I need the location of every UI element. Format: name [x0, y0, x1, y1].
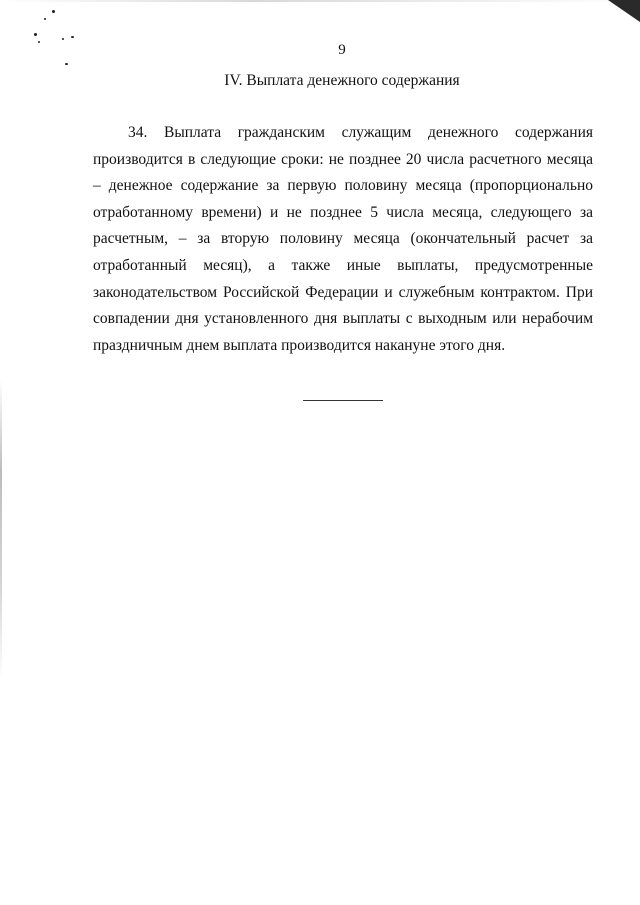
- scan-left-edge-artifact: [0, 380, 2, 680]
- paragraph: 34. Выплата гражданским служащим денежного содержания производится в следующие сроки: не позднее 20 числа расчетного месяца – денежное содержание за первую половину месяца (пропорционально отработанному времени) и не позднее 5 числа месяца, следующего за расчетным, – за вторую половину месяца (окончательный расчет за отработанный месяц), а также иные выплаты, предусмотренные законодательством Российской Федерации и служебным контрактом. При совпадении дня установленного дня выплаты с выходным или нерабочим праздничным днем выплата производится накануне этого дня.: [93, 124, 593, 354]
- scan-speck: [52, 10, 55, 13]
- scan-edge-artifact: [0, 0, 640, 2]
- scan-speck: [65, 63, 68, 65]
- scan-speck: [34, 33, 37, 36]
- section-separator-line: [303, 400, 383, 401]
- section-heading: IV. Выплата денежного содержания: [224, 72, 460, 89]
- scan-speck: [62, 38, 64, 40]
- body-text: [93, 120, 593, 359]
- page-number: 9: [338, 42, 346, 58]
- scan-speck: [71, 36, 74, 38]
- scan-corner-artifact: [608, 0, 640, 22]
- scan-speck: [44, 18, 46, 20]
